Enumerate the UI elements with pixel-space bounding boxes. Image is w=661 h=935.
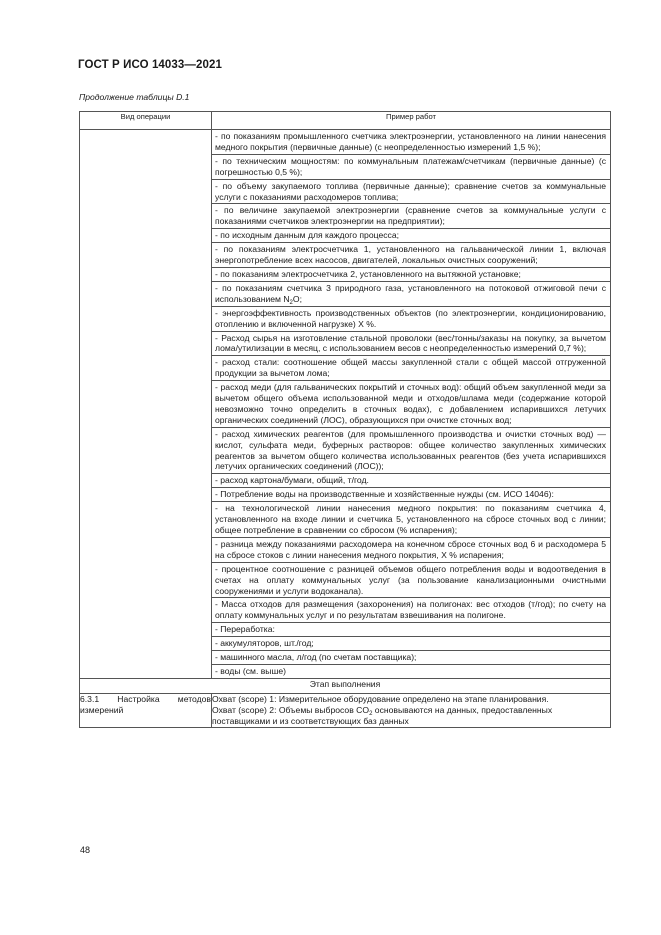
list-item: - по объему закупаемого топлива (первичные данные); сравнение счетов за коммунальные услуги с показаниями расходомеров топлива; — [212, 180, 610, 205]
list-item: - Переработка: — [212, 623, 610, 637]
n2o-tail: O; — [292, 293, 302, 304]
list-item: - по показаниям промышленного счетчика электроэнергии, установленного на линии нанесения медного покрытия (первичные данные) (с неопределенностью измерений 1,5 %); — [212, 130, 610, 155]
stage-description-cell — [212, 693, 611, 727]
document-title: ГОСТ Р ИСО 14033—2021 — [78, 59, 223, 71]
scope2-text-a: Охват (scope) 2: Объемы выбросов CO — [212, 704, 370, 715]
list-item: - по показаниям электросчетчика 1, установленного на гальванической линии 1, включая энергопотребление всех насосов, двигателей, локальных очистных сооружений; — [212, 243, 610, 268]
page-number: 48 — [80, 845, 91, 855]
list-item: - по исходным данным для каждого процесса; — [212, 229, 610, 243]
scope2-text-b: основываются на данных, предоставленных поставщиками и из соответствующих баз данных — [212, 704, 553, 726]
co2-subscript: 2 — [369, 710, 373, 717]
list-item: - воды (см. выше) — [215, 665, 287, 676]
methods-table — [79, 111, 611, 728]
list-item-gas-meter — [212, 282, 610, 307]
list-item: - Потребление воды на производственные и хозяйственные нужды (см. ИСО 14046): — [212, 488, 610, 502]
column-header-operation: Вид операции — [80, 112, 212, 130]
table-continuation-label: Продолжение таблицы D.1 — [79, 92, 190, 102]
scope2-text — [212, 705, 610, 727]
examples-row — [80, 130, 611, 679]
n2o-subscript: 2 — [289, 299, 293, 306]
list-item: - Масса отходов для размещения (захоронения) на полигонах: вес отходов (т/год); по счету на оплату коммунальных услуг и по результатам взвешивания на полигоне. — [212, 598, 610, 623]
examples-list — [212, 130, 611, 679]
stage-name-cell: 6.3.1 Настройка методов измерений — [80, 693, 212, 727]
stage-row — [80, 693, 611, 727]
list-item: - по величине закупаемой электроэнергии (сравнение счетов за коммунальные услуги с показаниями счетчиков электроэнергии на предприятии); — [212, 204, 610, 229]
list-item: - по техническим мощностям: по коммунальным платежам/счетчикам (первичные данные) (с погрешностью 0,5 %); — [212, 155, 610, 180]
empty-operation-cell — [80, 130, 212, 679]
column-header-examples: Пример работ — [212, 112, 611, 130]
list-item: - расход картона/бумаги, общий, т/год. — [212, 474, 610, 488]
list-item: - разница между показаниями расходомера на конечном сбросе сточных вод 6 и расходомера 5 на сбросе стоков с линии нанесения медного покрытия, X % испарения; — [212, 538, 610, 563]
gas-meter-text: - по показаниям счетчика 3 природного газа, установленного на потоковой отжиговой печи с использованием N — [215, 282, 606, 304]
list-item: - аккумуляторов, шт./год; — [212, 637, 610, 651]
section-title: Этап выполнения — [80, 678, 611, 693]
list-item: - расход стали: соотношение общей массы закупленной стали с общей массой отгруженной продукции за вычетом лома; — [212, 356, 610, 381]
list-item: - машинного масла, л/год (по счетам поставщика); — [212, 651, 610, 665]
list-item: - расход меди (для гальванических покрытий и сточных вод): общий объем закупленной меди за вычетом общего объема использованной меди и отходов/шлама меди (содержание которой невозможно точно определить в сточных водах), с добавлением испарившихся летучих органических соединений (ЛОС), образующихся при очистке сточных вод; — [212, 381, 610, 428]
list-item: - Расход сырья на изготовление стальной проволоки (вес/тонны/заказы на покупку, за вычетом лома/утилизации в месяц, с использованием весов с неопределенностью измерений 0,7 %); — [212, 332, 610, 357]
list-item: - на технологической линии нанесения медного покрытия: по показаниям счетчика 4, установленного на входе линии и счетчика 5, установленного на сбросе сточных вод с линии; общее потребление в сравнении со сбросом (% испарения); — [212, 502, 610, 538]
list-item: - энергоэффективность производственных объектов (по электроэнергии, кондиционированию, отоплению и включенной нагрузке) X %. — [212, 307, 610, 332]
list-item: - по показаниям электросчетчика 2, установленного на вытяжной установке; — [212, 268, 610, 282]
list-item: - процентное соотношение с разницей объемов общего потребления воды и водоотведения в счетах на оплату коммунальных услуг (за пользование канализационными очистными сооружениями и услуги водоканала). — [212, 563, 610, 599]
list-item: - расход химических реагентов (для промышленного производства и очистки сточных вод) — кислот, сульфата меди, буферных растворов: общее количество закупленных химических реагентов за вычетом общего количества использованных реагентов (без учета испарившихся летучих органических соединений (ЛОС)); — [212, 428, 610, 475]
section-row — [80, 678, 611, 693]
scope1-text: Охват (scope) 1: Измерительное оборудование определено на этапе планирования. — [212, 693, 549, 704]
table-header-row — [80, 112, 611, 130]
